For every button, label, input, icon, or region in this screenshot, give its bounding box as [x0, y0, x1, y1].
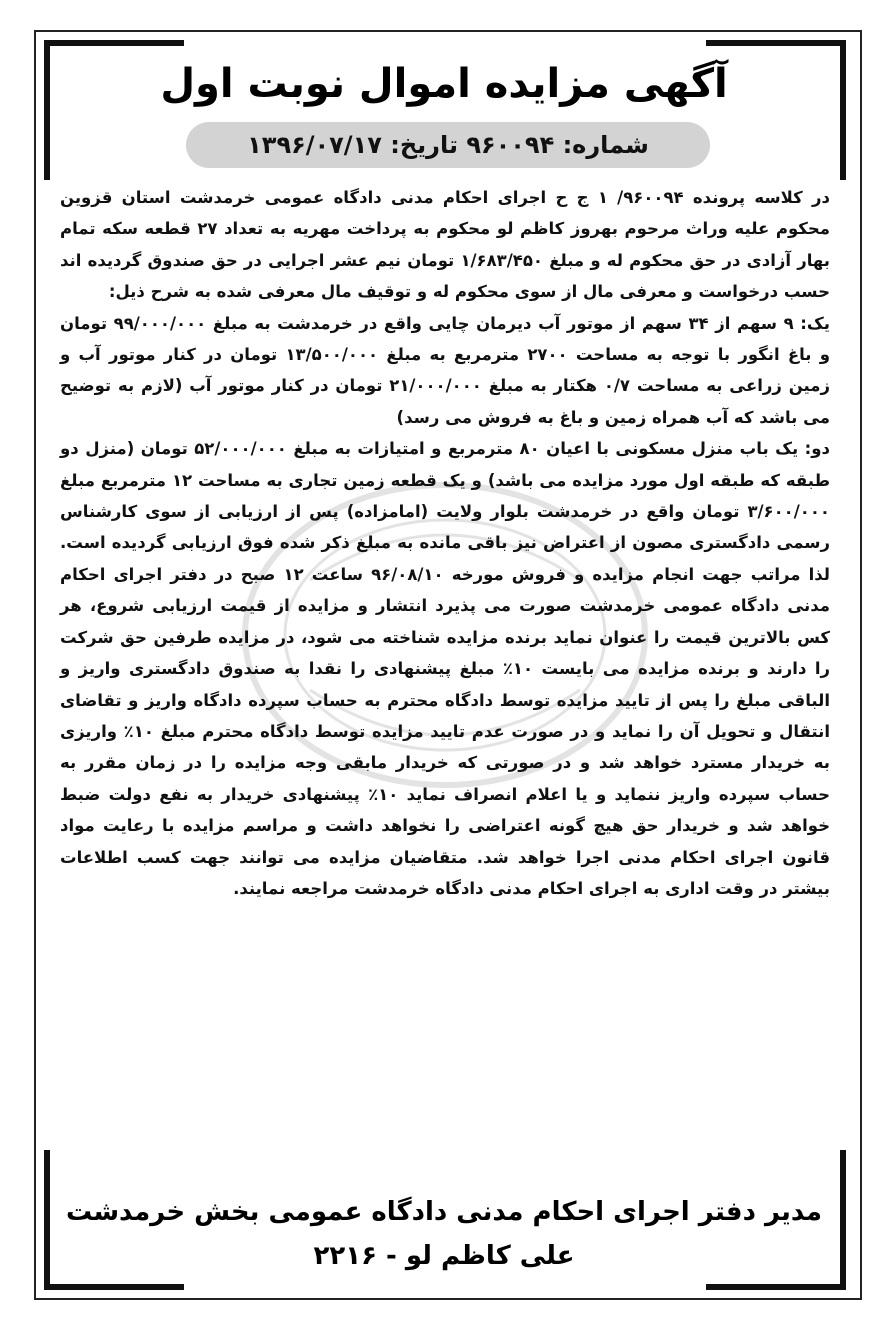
corner-ornament [706, 40, 846, 46]
notice-body [60, 182, 830, 904]
item-two-paragraph: دو: یک باب منزل مسکونی با اعیان ۸۰ مترمربع و امتیازات به مبلغ ۵۲/۰۰۰/۰۰۰ تومان (منزل دو طبقه که طبقه اول مورد مزایده می باشد) و یک قطعه زمین تجاری به مساحت ۱۲ مترمربع مبلغ ۳/۶۰۰/۰۰۰ تومان واقع در خرمدشت بلوار ولایت (امامزاده) پس از ارزیابی از سوی کارشناس رسمی دادگستری مصون از اعتراض نیز باقی مانده به مبلغ ذکر شده فوق ارزیابی گردیده است. لذا مراتب جهت انجام مزایده و فروش مورخه ۹۶/۰۸/۱۰ ساعت ۱۲ صبح در دفتر اجرای احکام مدنی دادگاه عمومی خرمدشت صورت می پذیرد انتشار و مزایده از قیمت ارزیابی شروع، هر کس بالاترین قیمت را عنوان نماید برنده مزایده شناخته می شود، در مزایده طرفین حق شرکت را دارند و برنده مزایده می بایست ۱۰٪ مبلغ پیشنهادی را نقدا به صندوق دادگستری واریز و الباقی مبلغ را پس از تایید مزایده توسط دادگاه محترم به حساب سپرده دادگاه واریز و تقاضای انتقال و تحویل آن را نماید و در صورت عدم تایید مزایده توسط دادگاه محترم مبلغ ۱۰٪ واریزی به خریدار مسترد خواهد شد و در صورتی که خریدار مابقی وجه مزایده را در زمان مقرر به حساب سپرده واریز ننماید و یا اعلام انصراف نماید ۱۰٪ پیشنهادی خریدار به نفع دولت ضبط خواهد شد و خریدار حق هیچ گونه اعتراضی را نخواهد داشت و مراسم مزایده با رعایت مواد قانون اجرای احکام مدنی اجرا خواهد شد. متقاضیان مزایده می توانند جهت کسب اطلاعات بیشتر در وقت اداری به اجرای احکام مدنی دادگاه خرمدشت مراجعه نمایند. [60, 439, 831, 898]
signature-name: علی کاظم لو - ۲۲۱۶ [313, 1241, 575, 1271]
corner-ornament [44, 40, 50, 180]
corner-ornament [44, 40, 184, 46]
intro-paragraph: در کلاسه پرونده ۹۶۰۰۹۴/ ۱ ج ح اجرای احکام مدنی دادگاه عمومی خرمدشت استان قزوین محکوم علیه وراث مرحوم بهروز کاظم لو محکوم به پرداخت مهریه به تعداد ۲۷ قطعه سکه تمام بهار آزادی در حق محکوم له و مبلغ ۱/۶۸۳/۴۵۰ تومان نیم عشر اجرایی در حق صندوق گردیده اند حسب درخواست و معرفی مال از سوی محکوم له و توقیف مال معرفی شده به شرح ذیل: [60, 188, 830, 302]
corner-ornament [840, 40, 846, 180]
notice-number-date: شماره: ۹۶۰۰۹۴ تاریخ: ۱۳۹۶/۰۷/۱۷ [186, 122, 710, 168]
item-one-paragraph: یک: ۹ سهم از ۳۴ سهم از موتور آب دیرمان چایی واقع در خرمدشت به مبلغ ۹۹/۰۰۰/۰۰۰ تومان و باغ انگور با توجه به مساحت ۲۷۰۰ مترمربع به مبلغ ۱۳/۵۰۰/۰۰۰ تومان در کنار موتور آب و زمین زراعی به مساحت ۰/۷ هکتار به مبلغ ۲۱/۰۰۰/۰۰۰ تومان در کنار موتور آب (لازم به توضیح می باشد که آب همراه زمین و باغ به فروش می رسد) [60, 313, 830, 427]
corner-ornament [706, 1284, 846, 1290]
corner-ornament [44, 1150, 50, 1290]
signature-office: مدیر دفتر اجرای احکام مدنی دادگاه عمومی بخش خرمدشت [65, 1197, 823, 1227]
corner-ornament [840, 1150, 846, 1290]
corner-ornament [44, 1284, 184, 1290]
notice-title: آگهی مزایده اموال نوبت اول [160, 61, 728, 107]
